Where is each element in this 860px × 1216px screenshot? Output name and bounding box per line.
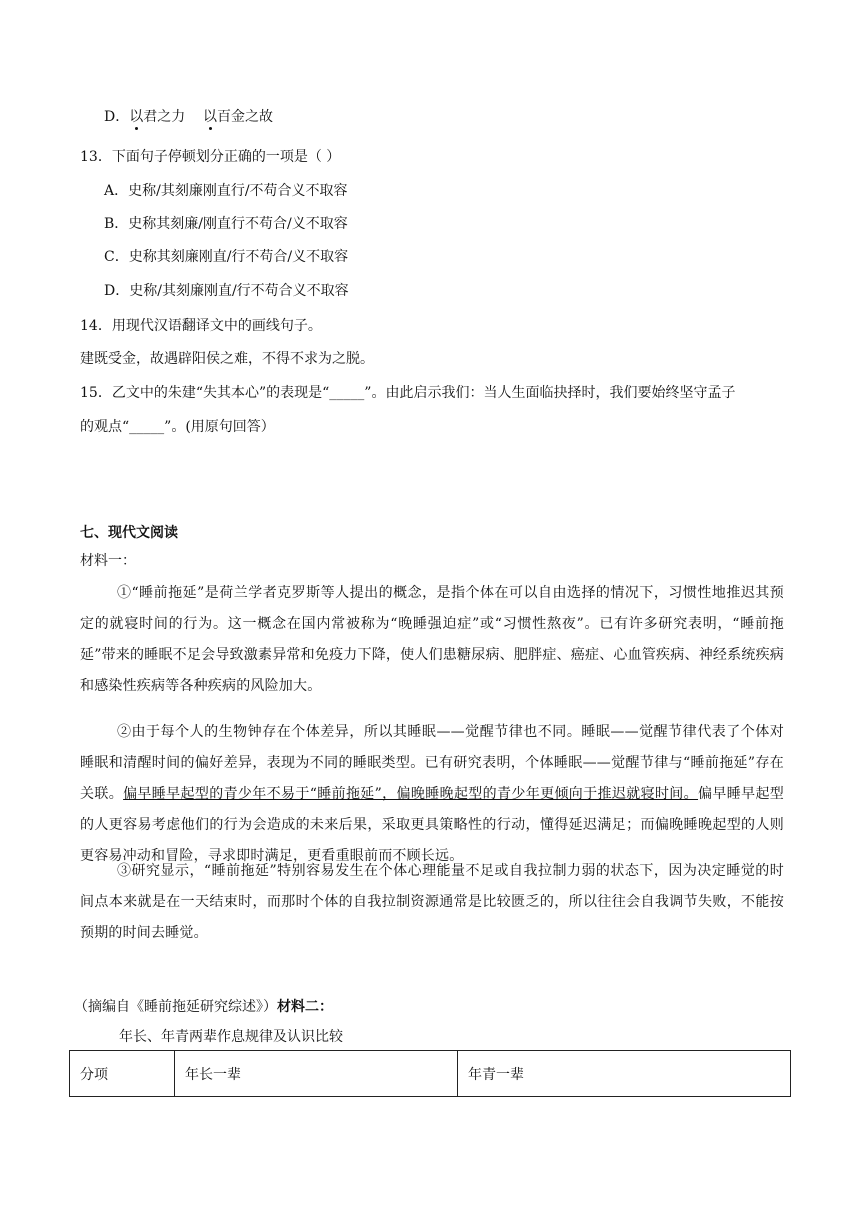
q15-line1: 15．乙文中的朱建“失其本心”的表现是“_____”。由此启示我们：当人生面临抉择时，我们要始终坚守孟子 — [80, 385, 736, 401]
section-title: 七、现代文阅读 — [80, 525, 178, 541]
material2-label: 材料二： — [277, 999, 333, 1015]
source-line — [74, 996, 333, 1016]
material1-label: 材料一： — [80, 553, 136, 569]
q14-stem: 14．用现代汉语翻译文中的画线句子。 — [80, 318, 322, 334]
q14-sentence: 建既受金，故遇辟阳侯之难，不得不求为之脱。 — [80, 351, 374, 367]
option-label: D． — [104, 109, 130, 125]
q13-option-d: D．史称/其刻廉刚直/行不苟合义不取容 — [104, 283, 349, 299]
q12-option-d — [104, 106, 273, 126]
option-text: 百金之故 — [217, 109, 274, 125]
source-citation: （摘编自《睡前拖延研究综述》） — [74, 999, 277, 1015]
paragraph-1: ①“睡前拖延”是荷兰学者克罗斯等人提出的概念，是指个体在可以自由选择的情况下，习惯性地推迟其预定的就寝时间的行为。这一概念在国内常被称为“晚睡强迫症”或“习惯性熬夜”。已有许多研究表明，“睡前拖延”带来的睡眠不足会导致激素异常和免疫力下降，使人们患糖尿病、肥胖症、癌症、心血管疾病、神经系统疾病和感染性疾病等各种疾病的风险加大。 — [80, 585, 784, 694]
table-header-cell: 年长一辈 — [175, 1051, 458, 1097]
underlined-sentence: 偏早睡早起型的青少年不易于“睡前拖延”，偏晚睡晚起型的青少年更倾向于推迟就寝时间。 — [123, 786, 699, 802]
q13-option-c: C．史称其刻廉刚直/行不苟合/义不取容 — [104, 249, 349, 265]
emphasis-dot-char: 以 — [203, 109, 218, 125]
paragraph-2-text: ②由于每个人的生物钟存在个体差异，所以其睡眠——觉醒节律也不同。睡眠——觉醒节律代表了个体对睡眠和清醒时间的偏好差异，表现为不同的睡眠类型。已有研究表明，个体睡眠——觉醒节律与“睡前拖延”存在关联。 — [80, 724, 784, 802]
table-header-cell: 分项 — [70, 1051, 175, 1097]
q13-stem: 13．下面句子停顿划分正确的一项是（ ） — [80, 149, 341, 165]
comparison-table — [69, 1050, 791, 1097]
q13-option-b: B．史称其刻廉/刚直行不苟合/义不取容 — [104, 216, 348, 232]
option-text: 君之力 — [143, 109, 186, 125]
table-header-row — [70, 1051, 791, 1097]
paragraph-3: ③研究显示，“睡前拖延”特别容易发生在个体心理能量不足或自我拉制力弱的状态下，因为决定睡觉的时间点本来就是在一天结束时，而那时个体的自我拉制资源通常是比较匮乏的，所以往往会自我调节失败，不能按预期的时间去睡觉。 — [80, 863, 784, 941]
emphasis-dot-char: 以 — [129, 109, 144, 125]
q15-line2: 的观点“_____”。(用原句回答） — [80, 419, 275, 435]
paragraph-2 — [80, 717, 784, 872]
table-caption: 年长、年青两辈作息规律及认识比较 — [119, 1029, 343, 1045]
table-header-cell: 年青一辈 — [458, 1051, 791, 1097]
q13-option-a: A．史称/其刻廉刚直行/不苟合义不取容 — [104, 183, 348, 199]
paragraph-2-text: 偏早睡早起型的人更容易考虑他们的行为会造成的未来后果，采取更具策略性的行动，懂得延迟满足；而偏晚睡晚起型的人则更容易冲动和冒险，寻求即时满足，更看重眼前而不顾长远。 — [80, 786, 784, 864]
